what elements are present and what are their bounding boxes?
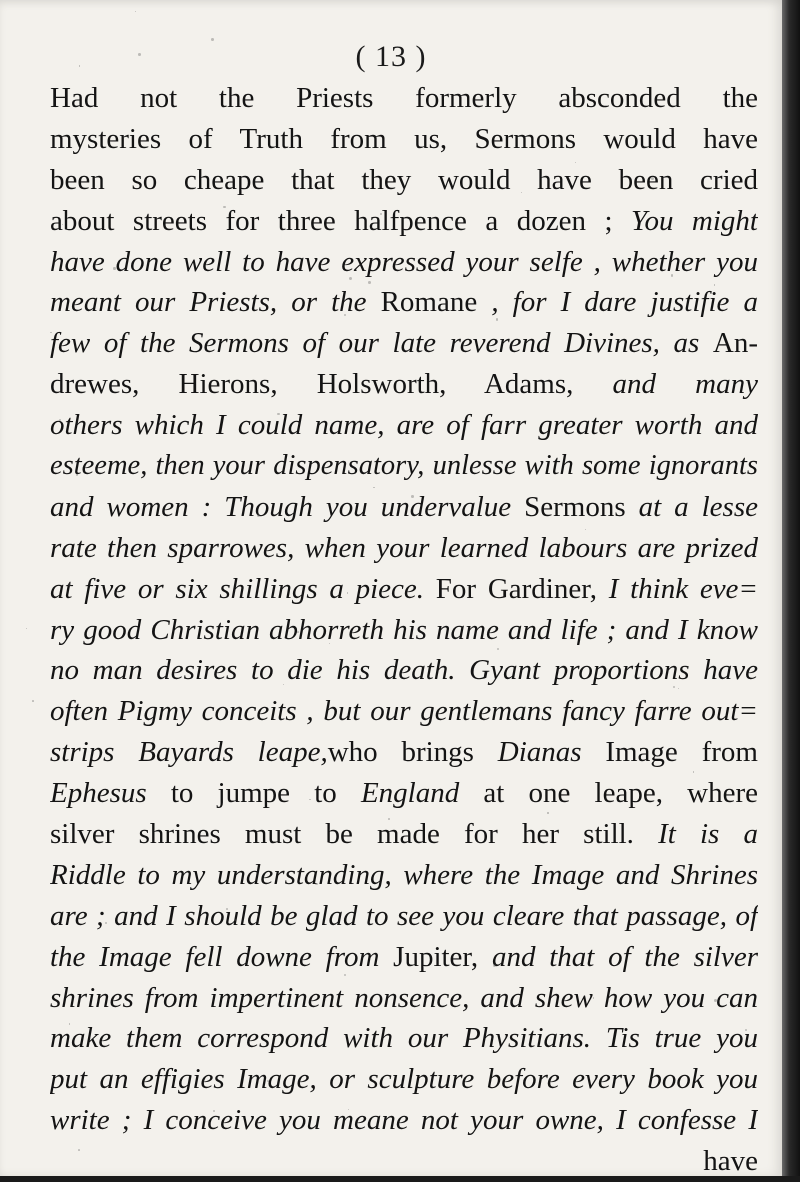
roman-text: mysteries of Truth from us, Sermons would have xyxy=(50,122,758,155)
roman-text: been so cheape that they would have been cried xyxy=(50,163,758,196)
paper-speckle xyxy=(585,529,586,530)
italic-text: and that of the silver xyxy=(478,940,758,973)
italic-text: meant our Priests, or the xyxy=(50,286,381,319)
page-number: ( 13 ) xyxy=(355,40,427,73)
text-line xyxy=(50,978,758,1019)
paper-speckle xyxy=(59,419,61,421)
italic-text: and women : Though you undervalue xyxy=(50,490,525,523)
paper-speckle xyxy=(714,284,715,285)
paper-speckle xyxy=(699,790,701,792)
paper-speckle xyxy=(745,1029,747,1031)
italic-text: rate then sparrowes, when your learned labours are prized xyxy=(50,531,758,564)
text-line xyxy=(50,323,758,364)
catchword: have xyxy=(703,1145,758,1178)
paper-speckle xyxy=(135,11,136,12)
roman-text: Sermons xyxy=(524,490,626,523)
italic-text: shrines from impertinent nonsence, and shew how you can xyxy=(50,981,758,1014)
text-line xyxy=(50,732,758,773)
text-line xyxy=(50,1059,758,1100)
paper-speckle xyxy=(32,700,34,702)
text-line xyxy=(50,528,758,569)
text-line xyxy=(50,282,758,323)
italic-text: write ; I conceive you meane not your owne, I confesse I xyxy=(50,1104,758,1137)
paper-speckle xyxy=(673,686,675,688)
italic-text: Ephesus xyxy=(50,777,171,810)
text-line xyxy=(50,405,758,446)
text-line xyxy=(50,650,758,691)
paper-speckle xyxy=(411,495,414,498)
body-text xyxy=(50,78,758,1182)
italic-text: are ; and I should be glad to see you cleare that passage, of xyxy=(50,899,758,932)
text-line xyxy=(50,119,758,160)
paper-speckle xyxy=(493,964,496,967)
paper-speckle xyxy=(68,583,70,585)
text-line xyxy=(50,1100,758,1141)
paper-speckle xyxy=(261,187,263,189)
text-line xyxy=(50,1018,758,1059)
text-line xyxy=(50,937,758,978)
text-line xyxy=(50,242,758,283)
italic-text: often Pigmy conceits , but our gentlemans fancy farre out= xyxy=(50,695,758,728)
page-edge-shadow xyxy=(782,0,800,1176)
paper-speckle xyxy=(76,474,78,476)
text-line xyxy=(50,896,758,937)
italic-text: England xyxy=(360,777,460,810)
roman-text: to jumpe to xyxy=(170,777,361,810)
paper-speckle xyxy=(344,974,346,976)
italic-text: have done well to have expressed your selfe , whether you xyxy=(50,245,758,278)
italic-text: few of the Sermons of our late reverend Divines, as xyxy=(50,327,713,360)
italic-text: Riddle to my understanding, where the Image and Shrines xyxy=(50,858,758,891)
roman-text: Romane xyxy=(380,286,478,319)
italic-text: at five or six shillings a piece. xyxy=(50,572,436,605)
paper-speckle xyxy=(651,177,654,180)
italic-text: at a lesse xyxy=(625,490,758,523)
italic-text: the Image fell downe from xyxy=(50,940,394,973)
paper-speckle xyxy=(78,1149,80,1151)
paper-speckle xyxy=(368,281,371,284)
text-line xyxy=(50,773,758,814)
paper-speckle xyxy=(593,997,595,999)
roman-text: silver shrines must be made for her still. xyxy=(50,818,659,851)
roman-text: drewes, Hierons, Holsworth, Adams, xyxy=(50,368,613,401)
text-line xyxy=(50,855,758,896)
text-line xyxy=(50,78,758,119)
roman-text: about streets for three halfpence a dozen ; xyxy=(50,204,631,237)
roman-text: Jupiter, xyxy=(393,940,479,973)
paper-speckle xyxy=(309,799,310,800)
paper-speckle xyxy=(315,883,317,885)
roman-text: at one leape, where xyxy=(459,777,758,810)
paper-speckle xyxy=(496,318,498,320)
italic-text: no man desires to die his death. Gyant proportions have xyxy=(50,654,758,687)
italic-text: ry good Christian abhorreth his name and life ; and I know xyxy=(50,613,758,646)
italic-text: make them correspond with our Physitians. Tis true you xyxy=(50,1022,758,1055)
roman-text: Image from xyxy=(605,736,758,769)
text-line xyxy=(50,446,758,487)
paper-speckle xyxy=(547,812,548,813)
italic-text: , for I dare justifie a xyxy=(477,286,758,319)
paper-speckle xyxy=(436,143,438,145)
paper-speckle xyxy=(297,631,299,633)
text-line xyxy=(50,160,758,201)
text-line xyxy=(50,364,758,405)
text-line xyxy=(50,610,758,651)
italic-text: Dianas xyxy=(497,736,606,769)
italic-text: esteeme, then your dispensatory, unlesse with some ignorants xyxy=(50,450,758,482)
roman-text: An- xyxy=(712,327,758,360)
text-line xyxy=(50,201,758,242)
paper-speckle xyxy=(211,38,214,41)
italic-text: put an effigies Image, or sculpture before every book you xyxy=(50,1063,758,1096)
paper-speckle xyxy=(223,206,225,208)
italic-text: It is a xyxy=(658,818,758,851)
paper-speckle xyxy=(344,314,346,316)
paper-speckle xyxy=(277,413,280,416)
text-line xyxy=(50,487,758,528)
text-line xyxy=(50,814,758,855)
paper-speckle xyxy=(26,628,27,629)
paper-speckle xyxy=(138,53,141,56)
roman-text: who brings xyxy=(327,736,498,769)
text-line xyxy=(50,569,758,610)
paper-speckle xyxy=(373,487,374,488)
italic-text: others which I could name, are of farr greater worth and xyxy=(50,409,758,442)
italic-text: You might xyxy=(630,204,758,237)
text-line xyxy=(50,691,758,732)
paper-speckle xyxy=(257,514,260,517)
roman-text: Had not the Priests formerly absconded the xyxy=(50,82,758,114)
paper-speckle xyxy=(671,274,673,276)
italic-text: and many xyxy=(612,368,758,401)
italic-text: I think eve= xyxy=(596,572,758,605)
italic-text: strips Bayards leape, xyxy=(50,736,328,769)
paper-speckle xyxy=(113,267,115,269)
roman-text: For Gardiner, xyxy=(435,572,597,605)
